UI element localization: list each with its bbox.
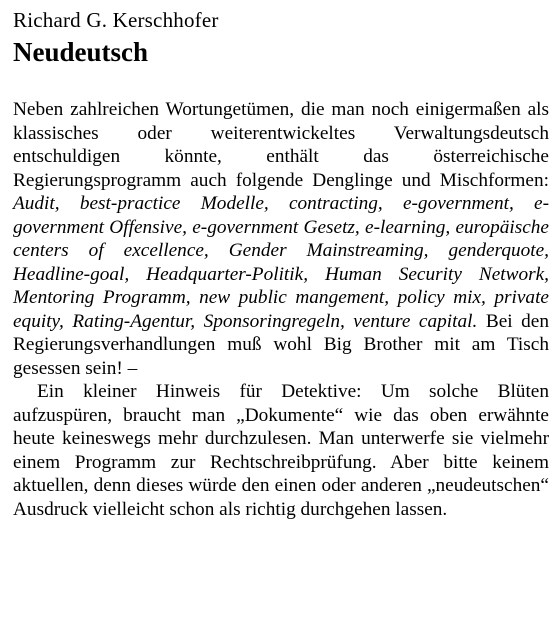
- author-name: Richard G. Kerschhofer: [13, 8, 219, 32]
- paragraph-2: Ein kleiner Hinweis für Detektive: Um solche Blüten aufzuspüren, braucht man „Dokumente“ wie das oben erwähnte heute keineswegs mehr durchzulesen. Man unterwerfe sie vielmehr einem Programm zur Rechtschreibprüfung. Aber bitte keinem aktuellen, denn dieses würde den einen oder anderen „neudeutschen“ Ausdruck vielleicht schon als richtig durchgehen lassen.: [13, 381, 549, 520]
- article: [13, 8, 549, 521]
- article-title: Neudeutsch: [13, 37, 149, 67]
- paragraph-1-outro: Bei den Regierungsverhandlungen muß wohl Big Brother mit am Tisch gesessen sein! –: [13, 310, 549, 379]
- article-body: [13, 98, 549, 521]
- paragraph-1: [13, 98, 549, 380]
- paragraph-1-intro: Neben zahlreichen Wortungetümen, die man noch einigermaßen als klassisches oder weiterentwickeltes Verwaltungsdeutsch entschuldigen könnte, enthält das österreichische Regierungsprogramm auch folgende Denglinge und Mischformen:: [13, 99, 549, 191]
- anglicism-list: Audit, best-practice Modelle, contracting, e-government, e-government Offensive, e-government Gesetz, e-learning, europäische centers of excellence, Gender Mainstreaming, genderquote, Headline-goal, Headquarter-Politik, Human Security Network, Mentoring Programm, new public mangement, policy mix, private equity, Rating-Agentur, Sponsoringregeln, venture capital.: [13, 193, 549, 332]
